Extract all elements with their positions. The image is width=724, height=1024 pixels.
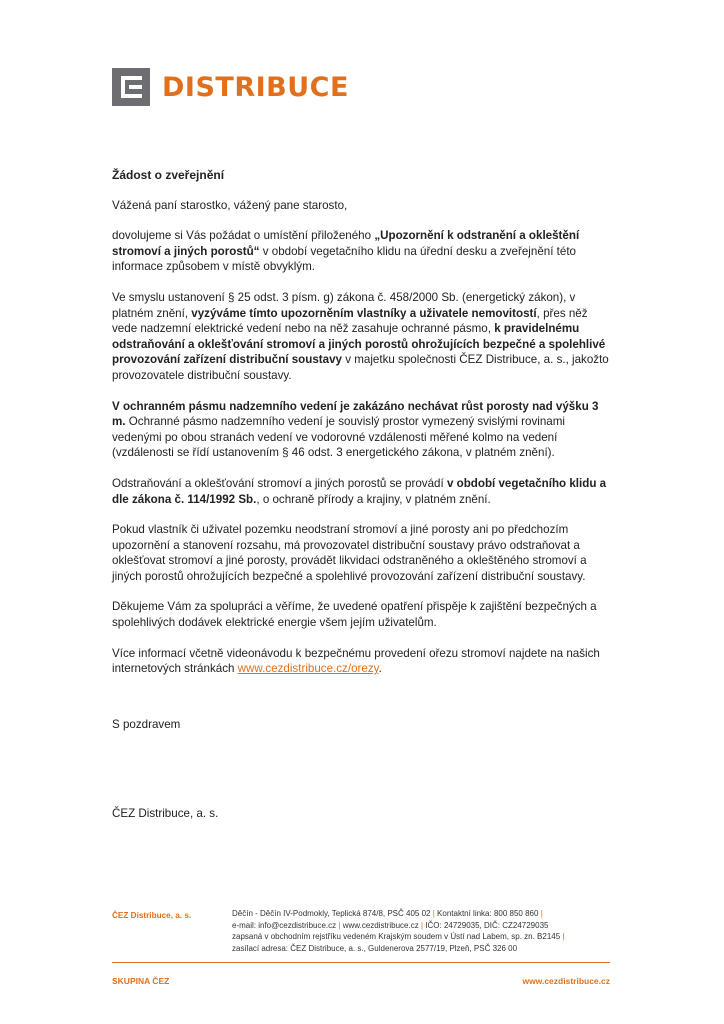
group-name: SKUPINA ČEZ (112, 976, 170, 986)
paragraph-operator-rights: Pokud vlastník či uživatel pozemku neodstraní stromoví a jiné porosty ani po předchozím upozornění a stanovení rozsahu, má provozovatel distribuční soustavy právo odstraňovat a oklešťovat stromoví a jiné porosty, provádět likvidaci odstraněného a okleštěného stromoví a jiných porostů ohrožujících bezpečné a spolehlivé provozování zařízení distribuční soustavy. (112, 523, 587, 583)
footer-divider (112, 962, 610, 963)
orezy-link[interactable]: www.cezdistribuce.cz/orezy (237, 662, 379, 676)
closing: S pozdravem (112, 717, 181, 731)
paragraph-request: dovolujeme si Vás požádat o umístění přiloženého „Upozornění k odstranění a okleštění stromoví a jiných porostů“ v období vegetačního klidu na úřední desku a zveřejnění této informace způsobem v místě obvyklým. (112, 229, 580, 274)
company-logo (112, 68, 349, 106)
cez-logo-icon (112, 68, 150, 106)
brand-name: DISTRIBUCE (162, 71, 349, 103)
salutation: Vážená paní starostko, vážený pane starosto, (112, 198, 348, 212)
footer-company: ČEZ Distribuce, a. s. (112, 911, 192, 920)
letter-heading: Žádost o zveřejnění (112, 168, 225, 182)
paragraph-timing: Odstraňování a oklešťování stromoví a jiných porostů se provádí v období vegetačního klidu a dle zákona č. 114/1992 Sb., o ochraně přírody a krajiny, v platném znění. (112, 476, 607, 506)
paragraph-legal-basis: Ve smyslu ustanovení § 25 odst. 3 písm. g) zákona č. 458/2000 Sb. (energetický zákon), v platném znění, vyzýváme tímto upozorněním vlastníky a uživatele nemovitostí, přes něž vede nadzemní elektrické vedení nebo na něž zasahuje ochranné pásmo, k pravidelnému odstraňování a oklešťování stromoví a jiných porostů ohrožujících bezpečné a spolehlivé provozování zařízení distribuční soustavy v majetku společnosti ČEZ Distribuce, a. s., jakožto provozovatele distribuční soustavy. (112, 290, 609, 382)
footer-website-link[interactable]: www.cezdistribuce.cz (522, 976, 610, 986)
paragraph-thanks: Děkujeme Vám za spolupráci a věříme, že uvedené opatření přispěje k zajištění bezpečných a spolehlivých dodávek elektrické energie všem jejím uživatelům. (112, 600, 597, 630)
footer-info: Děčín - Děčín IV-Podmokly, Teplická 874/8, PSČ 405 02 | Kontaktní linka: 800 850 860 | e-mail: info@cezdistribuce.cz | www.cezdistribuce.cz | IČO: 24729035, DIČ: CZ24729035 zapsaná v obchodním rejstříku vedeném Krajským soudem v Ústí nad Labem, sp. zn. B2145 | zasílací adresa: ČEZ Distribuce, a. s., Guldenerova 2577/19, Plzeň, PSČ 326 00 (232, 909, 565, 953)
letter-body (112, 168, 612, 837)
paragraph-protection-zone: V ochranném pásmu nadzemního vedení je zakázáno nechávat růst porosty nad výšku 3 m. Ochranné pásmo nadzemního vedení je souvislý prostor vymezený svislými rovinami vedenými po obou stranách vedení ve vodorovné vzdálenosti měřené kolmo na vedení (vzdálenosti se řídí ustanovením § 46 odst. 3 energetického zákona, v platném znění). (112, 399, 599, 460)
signature: ČEZ Distribuce, a. s. (112, 807, 219, 821)
paragraph-more-info: Více informací včetně videonávodu k bezpečnému provedení ořezu stromoví najdete na našich internetových stránkách www.cezdistribuce.cz/orezy. (112, 646, 600, 676)
